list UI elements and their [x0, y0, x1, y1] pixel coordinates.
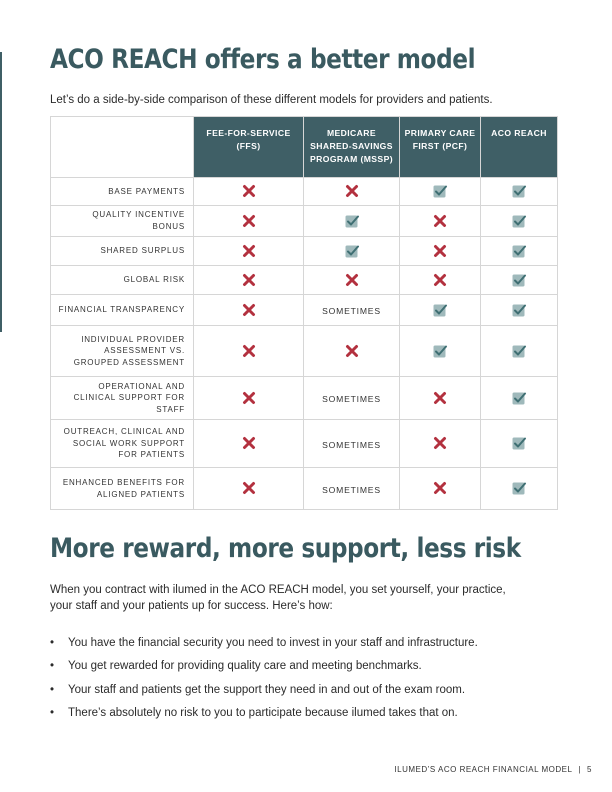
cross-icon [432, 390, 448, 406]
table-cell [400, 237, 481, 266]
table-cell [304, 295, 400, 326]
table-cell [400, 420, 481, 468]
row-label: OPERATIONAL AND CLINICAL SUPPORT FOR STAFF [51, 377, 194, 420]
checkmark-icon [432, 302, 448, 318]
cross-icon [432, 435, 448, 451]
list-item [50, 683, 570, 698]
checkmark-icon [344, 243, 360, 259]
checkmark-icon [432, 343, 448, 359]
checkmark-icon [511, 343, 527, 359]
table-cell [481, 178, 558, 206]
row-label: FINANCIAL TRANSPARENCY [51, 295, 194, 326]
comparison-table [50, 116, 558, 510]
cross-icon [241, 480, 257, 496]
cross-icon [241, 243, 257, 259]
checkmark-icon [511, 243, 527, 259]
col-header-mssp: MEDICARE SHARED-SAVINGS PROGRAM (MSSP) [304, 117, 400, 178]
cell-text: SOMETIMES [322, 484, 381, 495]
section-heading: More reward, more support, less risk [50, 533, 521, 564]
cross-icon [241, 343, 257, 359]
checkmark-icon [511, 435, 527, 451]
checkmark-icon [511, 390, 527, 406]
footer-title: ILUMED’S ACO REACH FINANCIAL MODEL [394, 765, 573, 774]
table-cell [194, 266, 304, 295]
table-row [51, 266, 558, 295]
cross-icon [432, 480, 448, 496]
row-label: BASE PAYMENTS [51, 178, 194, 206]
table-cell [194, 468, 304, 510]
list-item-text: Your staff and patients get the support they need in and out of the exam room. [68, 683, 466, 696]
table-row [51, 295, 558, 326]
row-label: QUALITY INCENTIVE BONUS [51, 206, 194, 237]
table-row [51, 420, 558, 468]
row-label: INDIVIDUAL PROVIDER ASSESSMENT VS. GROUPED ASSESSMENT [51, 326, 194, 377]
table-row [51, 206, 558, 237]
cross-icon [344, 183, 360, 199]
cross-icon [241, 272, 257, 288]
bullet-symbol: • [50, 683, 55, 696]
table-cell [194, 295, 304, 326]
bullet-symbol: • [50, 660, 55, 673]
row-label: GLOBAL RISK [51, 266, 194, 295]
cross-icon [432, 213, 448, 229]
cell-text: SOMETIMES [322, 439, 381, 450]
list-item [50, 706, 570, 721]
bullet-symbol: • [50, 637, 55, 649]
row-label: ENHANCED BENEFITS FOR ALIGNED PATIENTS [51, 468, 194, 510]
page-number: 5 [587, 765, 592, 774]
table-cell [304, 326, 400, 377]
table-cell [194, 420, 304, 468]
table-cell [400, 178, 481, 206]
table-cell [400, 468, 481, 510]
checkmark-icon [432, 183, 448, 199]
table-cell [304, 266, 400, 295]
page-footer [394, 765, 592, 774]
list-item-text: You get rewarded for providing quality care and meeting benchmarks. [68, 660, 422, 673]
table-cell [400, 266, 481, 295]
checkmark-icon [511, 183, 527, 199]
col-header-aco-reach: ACO REACH [481, 117, 558, 178]
page-heading: ACO REACH offers a better model [50, 44, 476, 75]
table-cell [481, 237, 558, 266]
section-paragraph: When you contract with ilumed in the ACO REACH model, you set yourself, your practice, your staff and your patients up for success. Here’s how: [50, 584, 506, 612]
table-row [51, 237, 558, 266]
header-corner [51, 117, 194, 178]
row-label: OUTREACH, CLINICAL AND SOCIAL WORK SUPPORT FOR PATIENTS [51, 420, 194, 468]
checkmark-icon [511, 480, 527, 496]
cell-text: SOMETIMES [322, 306, 381, 316]
list-item-text: There’s absolutely no risk to you to participate because ilumed takes that on. [68, 706, 458, 719]
checkmark-icon [511, 213, 527, 229]
list-item [50, 659, 570, 674]
table-cell [481, 295, 558, 326]
cell-text: SOMETIMES [322, 394, 381, 404]
checkmark-icon [511, 272, 527, 288]
intro-text: Let’s do a side-by-side comparison of these different models for providers and patients. [50, 94, 493, 106]
table-row [51, 178, 558, 206]
table-cell [481, 377, 558, 420]
table-row [51, 377, 558, 420]
table-cell [304, 206, 400, 237]
table-row [51, 326, 558, 377]
cross-icon [241, 183, 257, 199]
table-cell [400, 206, 481, 237]
table-cell [400, 377, 481, 420]
table-cell [481, 468, 558, 510]
table-cell [400, 295, 481, 326]
table-cell [194, 178, 304, 206]
table-cell [304, 420, 400, 468]
col-header-pcf: PRIMARY CARE FIRST (PCF) [400, 117, 481, 178]
list-item-text: You have the financial security you need to invest in your staff and infrastructure. [68, 637, 478, 649]
checkmark-icon [344, 213, 360, 229]
table-header-row [51, 117, 558, 178]
cross-icon [344, 272, 360, 288]
page-edge-bar [0, 52, 2, 332]
table-cell [481, 206, 558, 237]
table-cell [304, 468, 400, 510]
cross-icon [241, 435, 257, 451]
cross-icon [241, 302, 257, 318]
cross-icon [241, 390, 257, 406]
table-cell [304, 237, 400, 266]
table-cell [194, 237, 304, 266]
cross-icon [344, 343, 360, 359]
checkmark-icon [511, 302, 527, 318]
table-cell [304, 178, 400, 206]
table-cell [481, 266, 558, 295]
bullet-symbol: • [50, 706, 55, 719]
benefit-list [50, 636, 570, 729]
table-cell [481, 326, 558, 377]
table-cell [194, 326, 304, 377]
table-cell [304, 377, 400, 420]
col-header-ffs: FEE-FOR-SERVICE (FFS) [194, 117, 304, 178]
table-cell [481, 420, 558, 468]
list-item [50, 636, 570, 651]
table-cell [194, 206, 304, 237]
table-row [51, 468, 558, 510]
cross-icon [241, 213, 257, 229]
cross-icon [432, 243, 448, 259]
footer-separator: | [578, 765, 582, 774]
cross-icon [432, 272, 448, 288]
row-label: SHARED SURPLUS [51, 237, 194, 266]
table-cell [194, 377, 304, 420]
table-cell [400, 326, 481, 377]
